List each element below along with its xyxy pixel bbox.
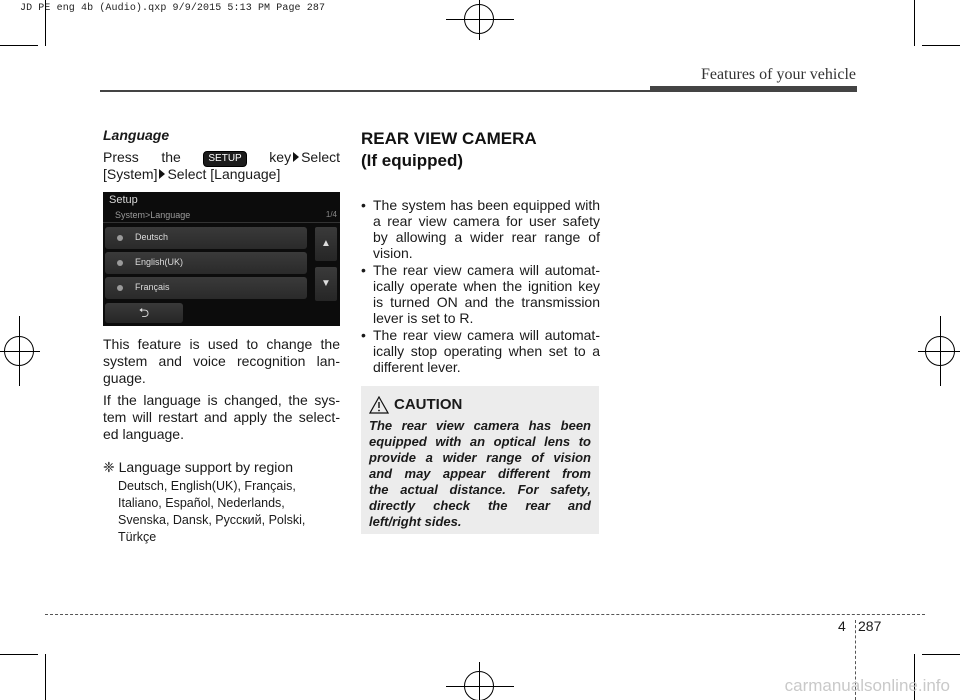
setup-key-icon: SETUP: [203, 151, 246, 167]
header-rule: [100, 90, 650, 92]
caution-text: The rear view camera has been equipped with an optical lens to provide a wider range of vision and may appear different from the actual distance. For safety, directly check the rear and left/right sides.: [369, 418, 591, 529]
section-header: Features of your vehicle: [700, 66, 856, 83]
section-subtitle: (If equipped): [361, 151, 463, 170]
language-list-line: Deutsch, English(UK), Français,: [118, 479, 296, 493]
screen-page-indicator: 1/4: [325, 210, 337, 219]
screen-list-item: Français: [105, 277, 307, 299]
up-arrow-icon: ▲: [315, 227, 337, 261]
paragraph-feature: This feature is used to change the system and voice recognition lan- guage.: [103, 336, 340, 386]
paragraph-restart: If the language is changed, the sys- tem will restart and apply the select- ed language.: [103, 392, 340, 442]
language-list-line: Svenska, Dansk, Русский, Polski,: [118, 513, 306, 527]
header-bar: [650, 86, 857, 92]
bullet-item: • The rear view camera will automat-ically operate when the ignition key is turned ON and the transmission lever is set to R.: [361, 262, 600, 326]
page-number: 287: [858, 618, 882, 634]
arrow-right-icon: [293, 152, 299, 162]
chapter-number: 4: [838, 618, 846, 634]
footer-rule: [45, 614, 925, 615]
screen-list-item: English(UK): [105, 252, 307, 274]
back-icon: ⮌: [105, 303, 183, 323]
radio-dot-icon: [117, 285, 123, 291]
down-arrow-icon: ▼: [315, 267, 337, 301]
radio-dot-icon: [117, 260, 123, 266]
arrow-right-icon: [159, 169, 165, 179]
instruction-line-1: Press the SETUP key Select: [103, 149, 340, 165]
watermark: carmanualsonline.info: [784, 676, 950, 695]
language-heading: Language: [103, 127, 170, 143]
bullet-item: • The rear view camera will automat-ically stop operating when set to a different lever.: [361, 327, 600, 375]
screen-title: Setup: [109, 194, 138, 206]
setup-screen-image: [103, 192, 340, 326]
section-title: REAR VIEW CAMERA: [361, 129, 537, 148]
language-list-line: Italiano, Español, Nederlands,: [118, 496, 285, 510]
radio-dot-icon: [117, 235, 123, 241]
language-support-heading: ❈ Language support by region: [103, 459, 293, 475]
warning-triangle-icon: [369, 396, 389, 414]
screen-breadcrumb: System>Language: [115, 210, 191, 220]
print-slug: JD PE eng 4b (Audio).qxp 9/9/2015 5:13 PM Page 287: [20, 3, 326, 14]
language-list-line: Türkçe: [118, 530, 157, 544]
screen-list-item: Deutsch: [105, 227, 307, 249]
caution-title: CAUTION: [394, 396, 463, 413]
caution-box: [361, 386, 599, 534]
bullet-item: • The system has been equipped with a rear view camera for user safety by allowing a wider rear range of vision.: [361, 197, 600, 261]
instruction-line-2: [System] Select [Language]: [103, 166, 281, 182]
